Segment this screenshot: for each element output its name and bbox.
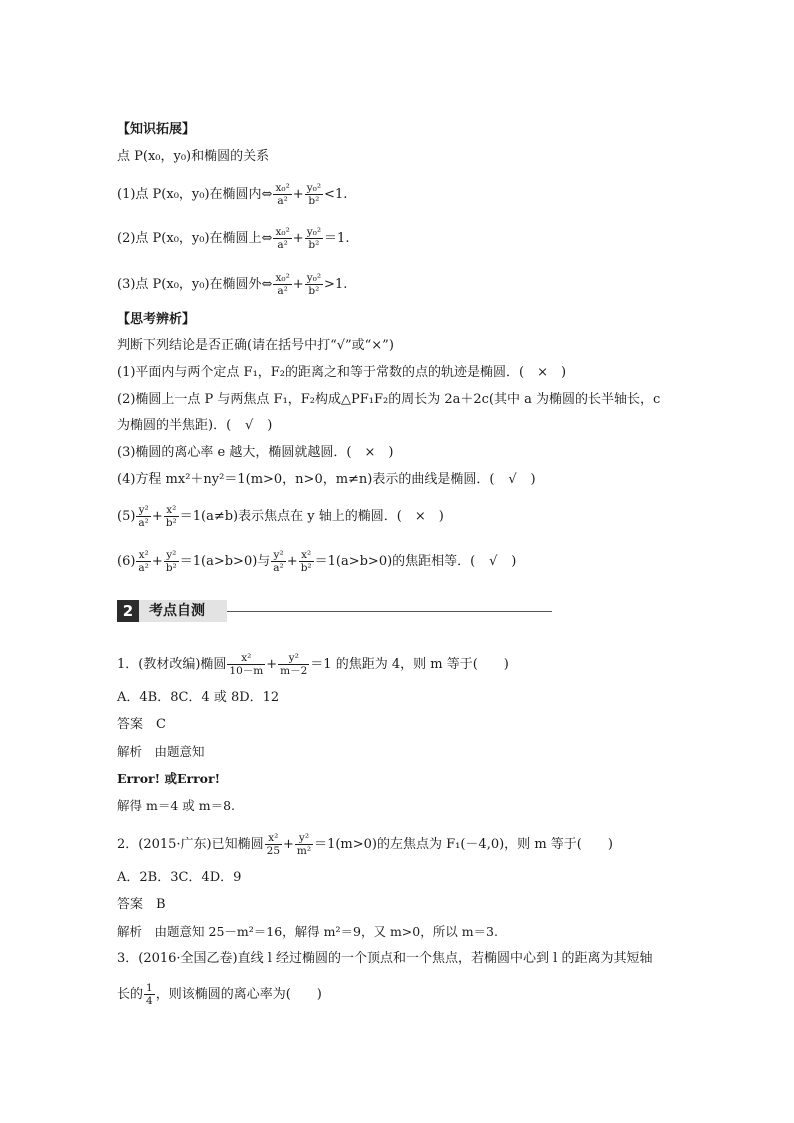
answer-mark: × <box>537 365 549 380</box>
answer-mark: × <box>414 509 426 524</box>
problem-2-stem: 2．(2015·广东)已知椭圆 $\frac{\text{x²}}{25}$ + $\frac{\text{y²}}{\text{m²}}$ ＝1(m>0)的左焦点为 F₁(－4,0)，则 m 等于( ) <box>117 832 613 857</box>
problem-2-analysis: 解析 由题意知 25－m²＝16，解得 m²＝9，又 m>0，所以 m＝3. <box>117 924 498 939</box>
knowledge-item-2: (2)点 P(x₀，y₀)在椭圆上⇔ $\frac{\text{x₀²}}{\text{a²}}$ + $\frac{\text{y₀²}}{\text{b²}}$ ＝1. <box>117 226 350 251</box>
thinking-q2-line1: (2)椭圆上一点 P 与两焦点 F₁，F₂构成△PF₁F₂的周长为 2a＋2c(其中 a 为椭圆的长半轴长，c <box>117 392 661 407</box>
section-title: 考点自测 <box>149 603 205 619</box>
thinking-q2-line2: 为椭圆的半焦距)．( √ ) <box>117 416 272 436</box>
knowledge-item-3: (3)点 P(x₀，y₀)在椭圆外⇔ $\frac{\text{x₀²}}{\text{a²}}$ + $\frac{\text{y₀²}}{\text{b²}}$ >1. <box>117 272 348 297</box>
section-divider <box>227 611 552 612</box>
thinking-q1: (1)平面内与两个定点 F₁，F₂的距离之和等于常数的点的轨迹是椭圆．( × ) <box>117 363 566 383</box>
section-header <box>117 600 437 622</box>
thinking-q3: (3)椭圆的离心率 e 越大，椭圆就越圆．( × ) <box>117 443 393 463</box>
thinking-intro: 判断下列结论是否正确(请在括号中打“√”或“×”) <box>117 338 394 353</box>
problem-1-answer: 答案 C <box>117 717 166 732</box>
knowledge-intro: 点 P(x₀，y₀)和椭圆的关系 <box>117 149 270 164</box>
section-number-badge: 2 <box>117 600 139 622</box>
problem-1-error: Error! 或Error! <box>117 771 221 786</box>
problem-1-options: A．4B．8C．4 或 8D．12 <box>117 690 280 705</box>
problem-2-options: A．2B．3C．4D．9 <box>117 870 242 885</box>
knowledge-item-1: (1)点 P(x₀，y₀)在椭圆内⇔ $\frac{\text{x₀²}}{\text{a²}}$ + $\frac{\text{y₀²}}{\text{b²}}$ <1. <box>117 182 348 207</box>
problem-1-analysis: 解析 由题意知 <box>117 744 205 759</box>
answer-mark: √ <box>245 418 254 433</box>
thinking-q4: (4)方程 mx²＋ny²＝1(m>0，n>0，m≠n)表示的曲线是椭圆．( √ ) <box>117 470 536 490</box>
problem-3-line1: 3．(2016·全国乙卷)直线 l 经过椭圆的一个顶点和一个焦点，若椭圆中心到 l 的距离为其短轴 <box>117 951 653 966</box>
problem-1-stem: 1．(教材改编)椭圆 $\frac{\text{x²}}{10-m}$ + $\frac{\text{y²}}{m-2}$ ＝1 的焦距为 4，则 m 等于( ) <box>117 652 509 677</box>
answer-mark: √ <box>489 554 498 569</box>
problem-2-answer: 答案 B <box>117 897 166 912</box>
thinking-q6: (6) $\frac{\text{x²}}{\text{a²}}$ + $\frac{\text{y²}}{\text{b²}}$ ＝1(a>b>0)与 $\frac{\text{y²}}{\text{a²}}$ + $\frac{\text{x²}}{\text{b²}}$ ＝1(a>b>0)的焦距相等．( √ ) <box>117 549 517 574</box>
answer-mark: × <box>364 445 376 460</box>
answer-mark: √ <box>508 472 517 487</box>
knowledge-header: 【知识拓展】 <box>117 122 196 137</box>
thinking-header: 【思考辨析】 <box>117 312 196 327</box>
thinking-q5: (5) $\frac{\text{y²}}{\text{a²}}$ + $\frac{\text{x²}}{\text{b²}}$ ＝1(a≠b)表示焦点在 y 轴上的椭圆．( × ) <box>117 504 444 529</box>
problem-3-line2: 长的 $\frac{1}{4}$ ，则该椭圆的离心率为( ) <box>117 982 322 1007</box>
problem-1-solve: 解得 m＝4 或 m＝8. <box>117 798 236 813</box>
